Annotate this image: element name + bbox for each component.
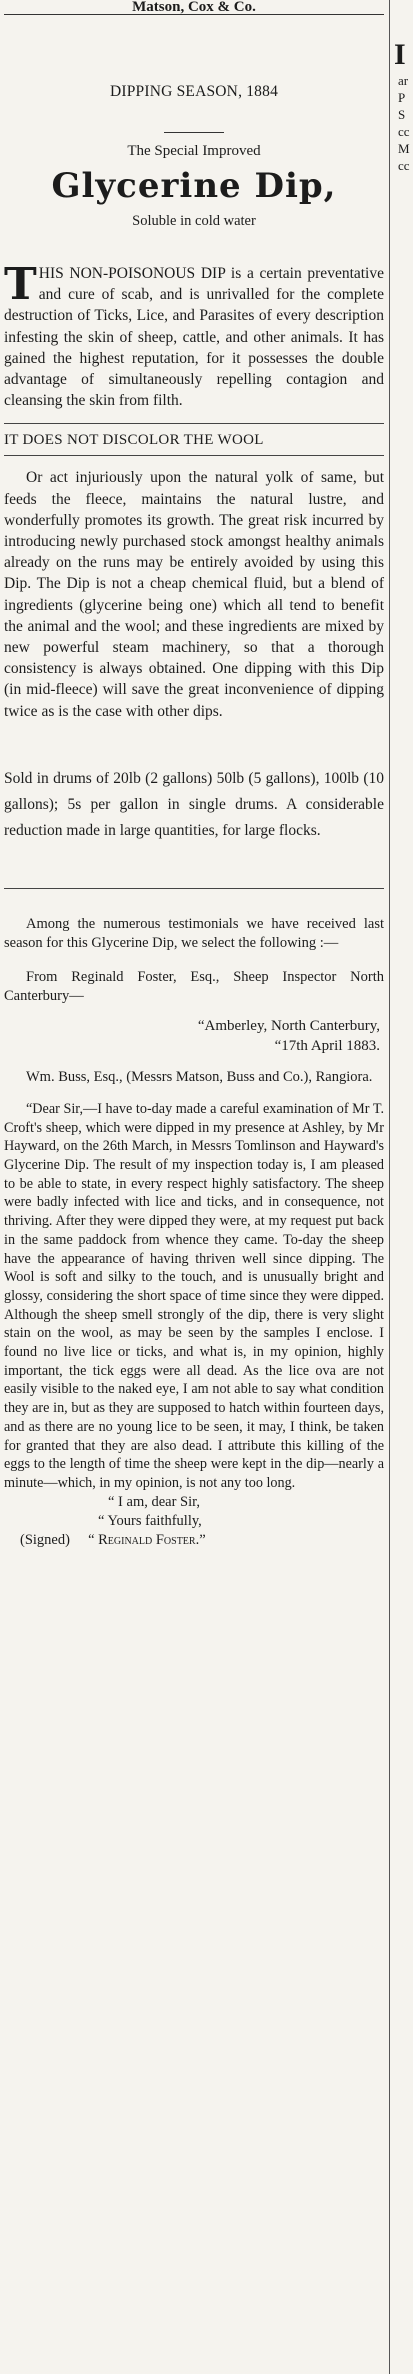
price-paragraph: Sold in drums of 20lb (2 gallons) 50lb (5 gallons), 100lb (10 gallons); 5s per gallon in single drums. A considerable reduction made in large quantities, for large flocks. — [4, 769, 384, 839]
adjacent-fragment: cc — [398, 124, 410, 139]
signature-line — [4, 1531, 384, 1550]
adjacent-initial: I — [394, 38, 406, 71]
signature-name: “ Reginald Foster.” — [88, 1532, 206, 1549]
adjacent-fragment: ar — [398, 73, 409, 88]
letter-addressee: Wm. Buss, Esq., (Messrs Matson, Buss and Co.), Rangiora. — [26, 1069, 373, 1086]
adjacent-fragment: cc — [398, 158, 410, 173]
advert-column — [2, 0, 388, 2374]
closing-line-2: “ Yours faithfully, — [98, 1513, 202, 1530]
adjacent-fragment: S — [398, 107, 406, 122]
page-header — [4, 0, 384, 14]
letter-place: “Amberley, North Canterbury, — [197, 1018, 380, 1035]
season-heading: DIPPING SEASON, 1884 — [109, 83, 279, 100]
discolor-heading: IT DOES NOT DISCOLOR THE WOOL — [4, 432, 264, 449]
testimonial-from: From Reginald Foster, Esq., Sheep Inspector North Canterbury— — [4, 968, 384, 1005]
soluble-note: Soluble in cold water — [132, 213, 256, 229]
adjacent-fragment: P — [398, 90, 406, 105]
adjacent-column — [392, 0, 413, 2374]
adjacent-fragment: M — [398, 141, 410, 156]
intro-paragraph — [4, 259, 384, 411]
firm-name: Matson, Cox & Co. — [132, 0, 256, 15]
testimonial-intro: Among the numerous testimonials we have received last season for this Glycerine Dip, we select the following :— — [4, 915, 384, 952]
special-improved: The Special Improved — [127, 143, 261, 159]
drop-cap: T — [4, 259, 37, 310]
closing-line-1: “ I am, dear Sir, — [108, 1493, 201, 1510]
product-name: Glycerine Dip, — [51, 166, 337, 206]
column-rule — [389, 0, 390, 2374]
wool-paragraph: Or act injuriously upon the natural yolk of same, but feeds the fleece, maintains the natural lustre, and wonderfully promotes its growth. The great risk incurred by introducing newly purchased stock amongst healthy animals already on the runs may be entirely avoided by using this Dip. The Dip is not a cheap chemical fluid, but a blend of ingredients (glycerine being one) which all tend to benefit the animal and the wool; and these ingredients are mixed by new powerful steam machinery, so that a thorough consistency is always obtained. One dipping with this Dip (in mid-fleece) will save the great inconvenience of dipping twice as is the case with other dips. — [4, 469, 384, 720]
intro-text: HIS NON-POISONOUS DIP is a certain preventative and cure of scab, and is unrivalled for the complete destruction of Ticks, Lice, and Parasites of every description infesting the skin of sheep, cattle, and other animals. It has gained the highest reputation, for it possesses the double advantage of simultaneously repelling contagion and cleansing the skin from filth. — [4, 265, 384, 410]
letter-date: “17th April 1883. — [274, 1038, 380, 1055]
letter-body: “Dear Sir,—I have to-day made a careful examination of Mr T. Croft's sheep, which were dipped in my presence at Ashley, by Mr Hayward, on the 26th March, in Messrs Tomlinson and Hayward's Glycerine Dip. The result of my inspection today is, I am pleased to be able to state, in every respect highly satisfactory. The sheep were badly infected with lice and ticks, and in consequence, not thriving. After they were dipped they were, at my request put back in the same paddock from whence they came. To-day the sheep have the appearance of having thriven well since dipping. The Wool is soft and silky to the touch, and is unusually bright and glossy, considering the short space of time since they were dipped. Although the sheep smell strongly of the dip, there is very slight stain on the wool, as may be seen by the samples I enclose. I found no live lice or ticks, and what is, in my opinion, highly important, the tick eggs were all dead. As the lice ova are not easily visible to the naked eye, I am not able to say what condition they are in, but as they are supposed to hatch within fourteen days, and as there are no young lice to be seen, it may, I think, be taken for granted that they are also dead. I attribute this killing of the eggs to the length of time the sheep were kept in the dip—nearly a minute—which, in my opinion, is not any too long. — [4, 1100, 384, 1491]
signed-label: (Signed) — [20, 1532, 70, 1549]
